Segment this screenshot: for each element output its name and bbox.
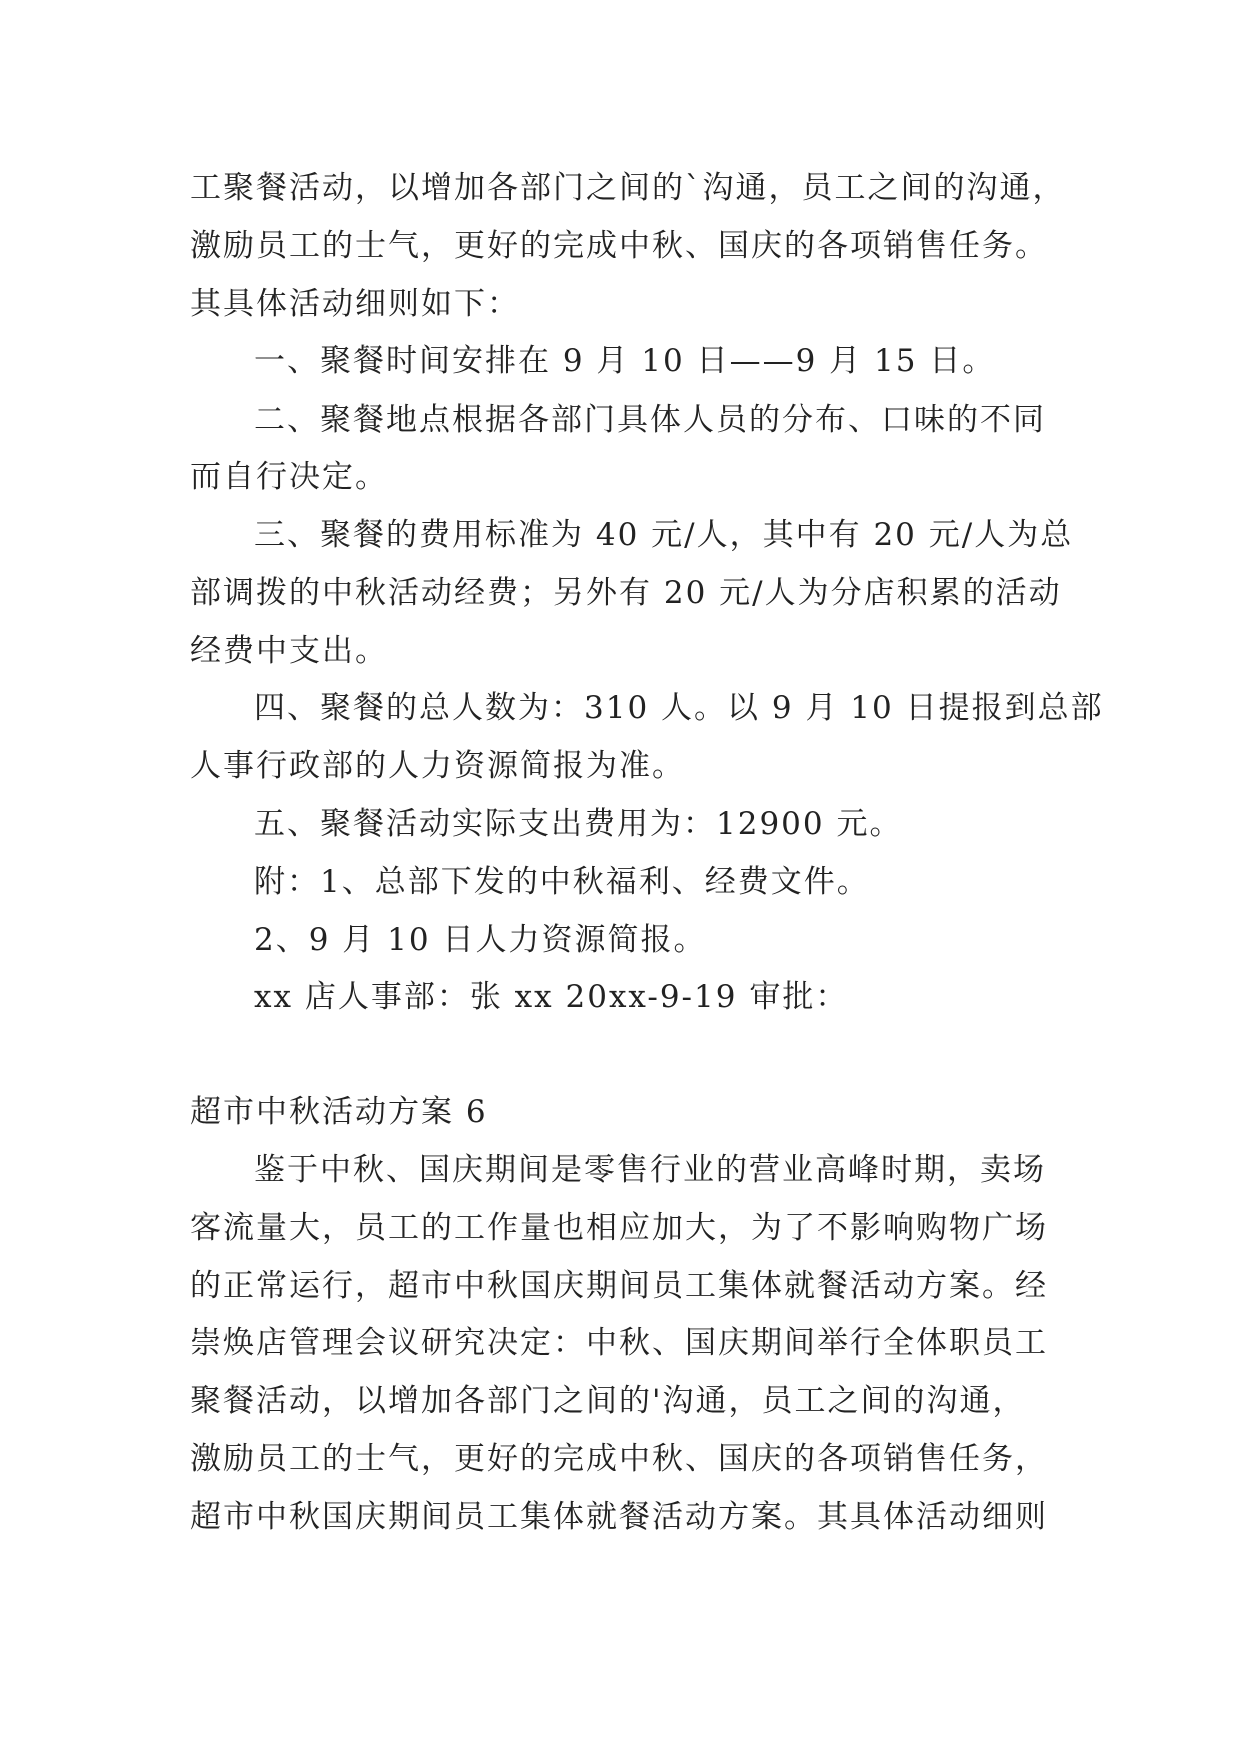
- attachment-line: 附：1、总部下发的中秋福利、经费文件。: [254, 864, 870, 900]
- paragraph-line: 鉴于中秋、国庆期间是零售行业的营业高峰时期，卖场: [254, 1152, 1046, 1188]
- list-item-5: 五、聚餐活动实际支出费用为：12900 元。: [254, 806, 903, 842]
- paragraph-line: 部调拨的中秋活动经费；另外有 20 元/人为分店积累的活动: [190, 575, 1062, 611]
- paragraph-line: 客流量大，员工的工作量也相应加大，为了不影响购物广场: [190, 1210, 1048, 1246]
- paragraph-line: 而自行决定。: [190, 459, 388, 495]
- paragraph-line: 超市中秋国庆期间员工集体就餐活动方案。其具体活动细则: [190, 1499, 1048, 1535]
- paragraph-line: 人事行政部的人力资源简报为准。: [190, 748, 685, 784]
- section-title: 超市中秋活动方案 6: [190, 1094, 488, 1130]
- paragraph-line: 的正常运行，超市中秋国庆期间员工集体就餐活动方案。经: [190, 1268, 1048, 1304]
- list-item-1: 一、聚餐时间安排在 9 月 10 日——9 月 15 日。: [254, 343, 996, 379]
- list-item-3: 三、聚餐的费用标准为 40 元/人，其中有 20 元/人为总: [254, 517, 1074, 553]
- paragraph-line: 激励员工的士气，更好的完成中秋、国庆的各项销售任务。: [190, 228, 1048, 264]
- paragraph-line: 聚餐活动，以增加各部门之间的'沟通，员工之间的沟通，: [190, 1383, 1026, 1419]
- list-item-4: 四、聚餐的总人数为：310 人。以 9 月 10 日提报到总部: [254, 690, 1104, 726]
- paragraph-line: 激励员工的士气，更好的完成中秋、国庆的各项销售任务，: [190, 1441, 1048, 1477]
- signature-line: xx 店人事部：张 xx 20xx-9-19 审批：: [254, 979, 849, 1015]
- list-item-2: 二、聚餐地点根据各部门具体人员的分布、口味的不同: [254, 402, 1046, 438]
- paragraph-line: 其具体活动细则如下：: [190, 286, 520, 322]
- paragraph-line: 崇焕店管理会议研究决定：中秋、国庆期间举行全体职员工: [190, 1325, 1048, 1361]
- attachment-line: 2、9 月 10 日人力资源简报。: [254, 922, 707, 958]
- paragraph-line: 经费中支出。: [190, 633, 388, 669]
- paragraph-line: 工聚餐活动，以增加各部门之间的`沟通，员工之间的沟通，: [190, 170, 1066, 206]
